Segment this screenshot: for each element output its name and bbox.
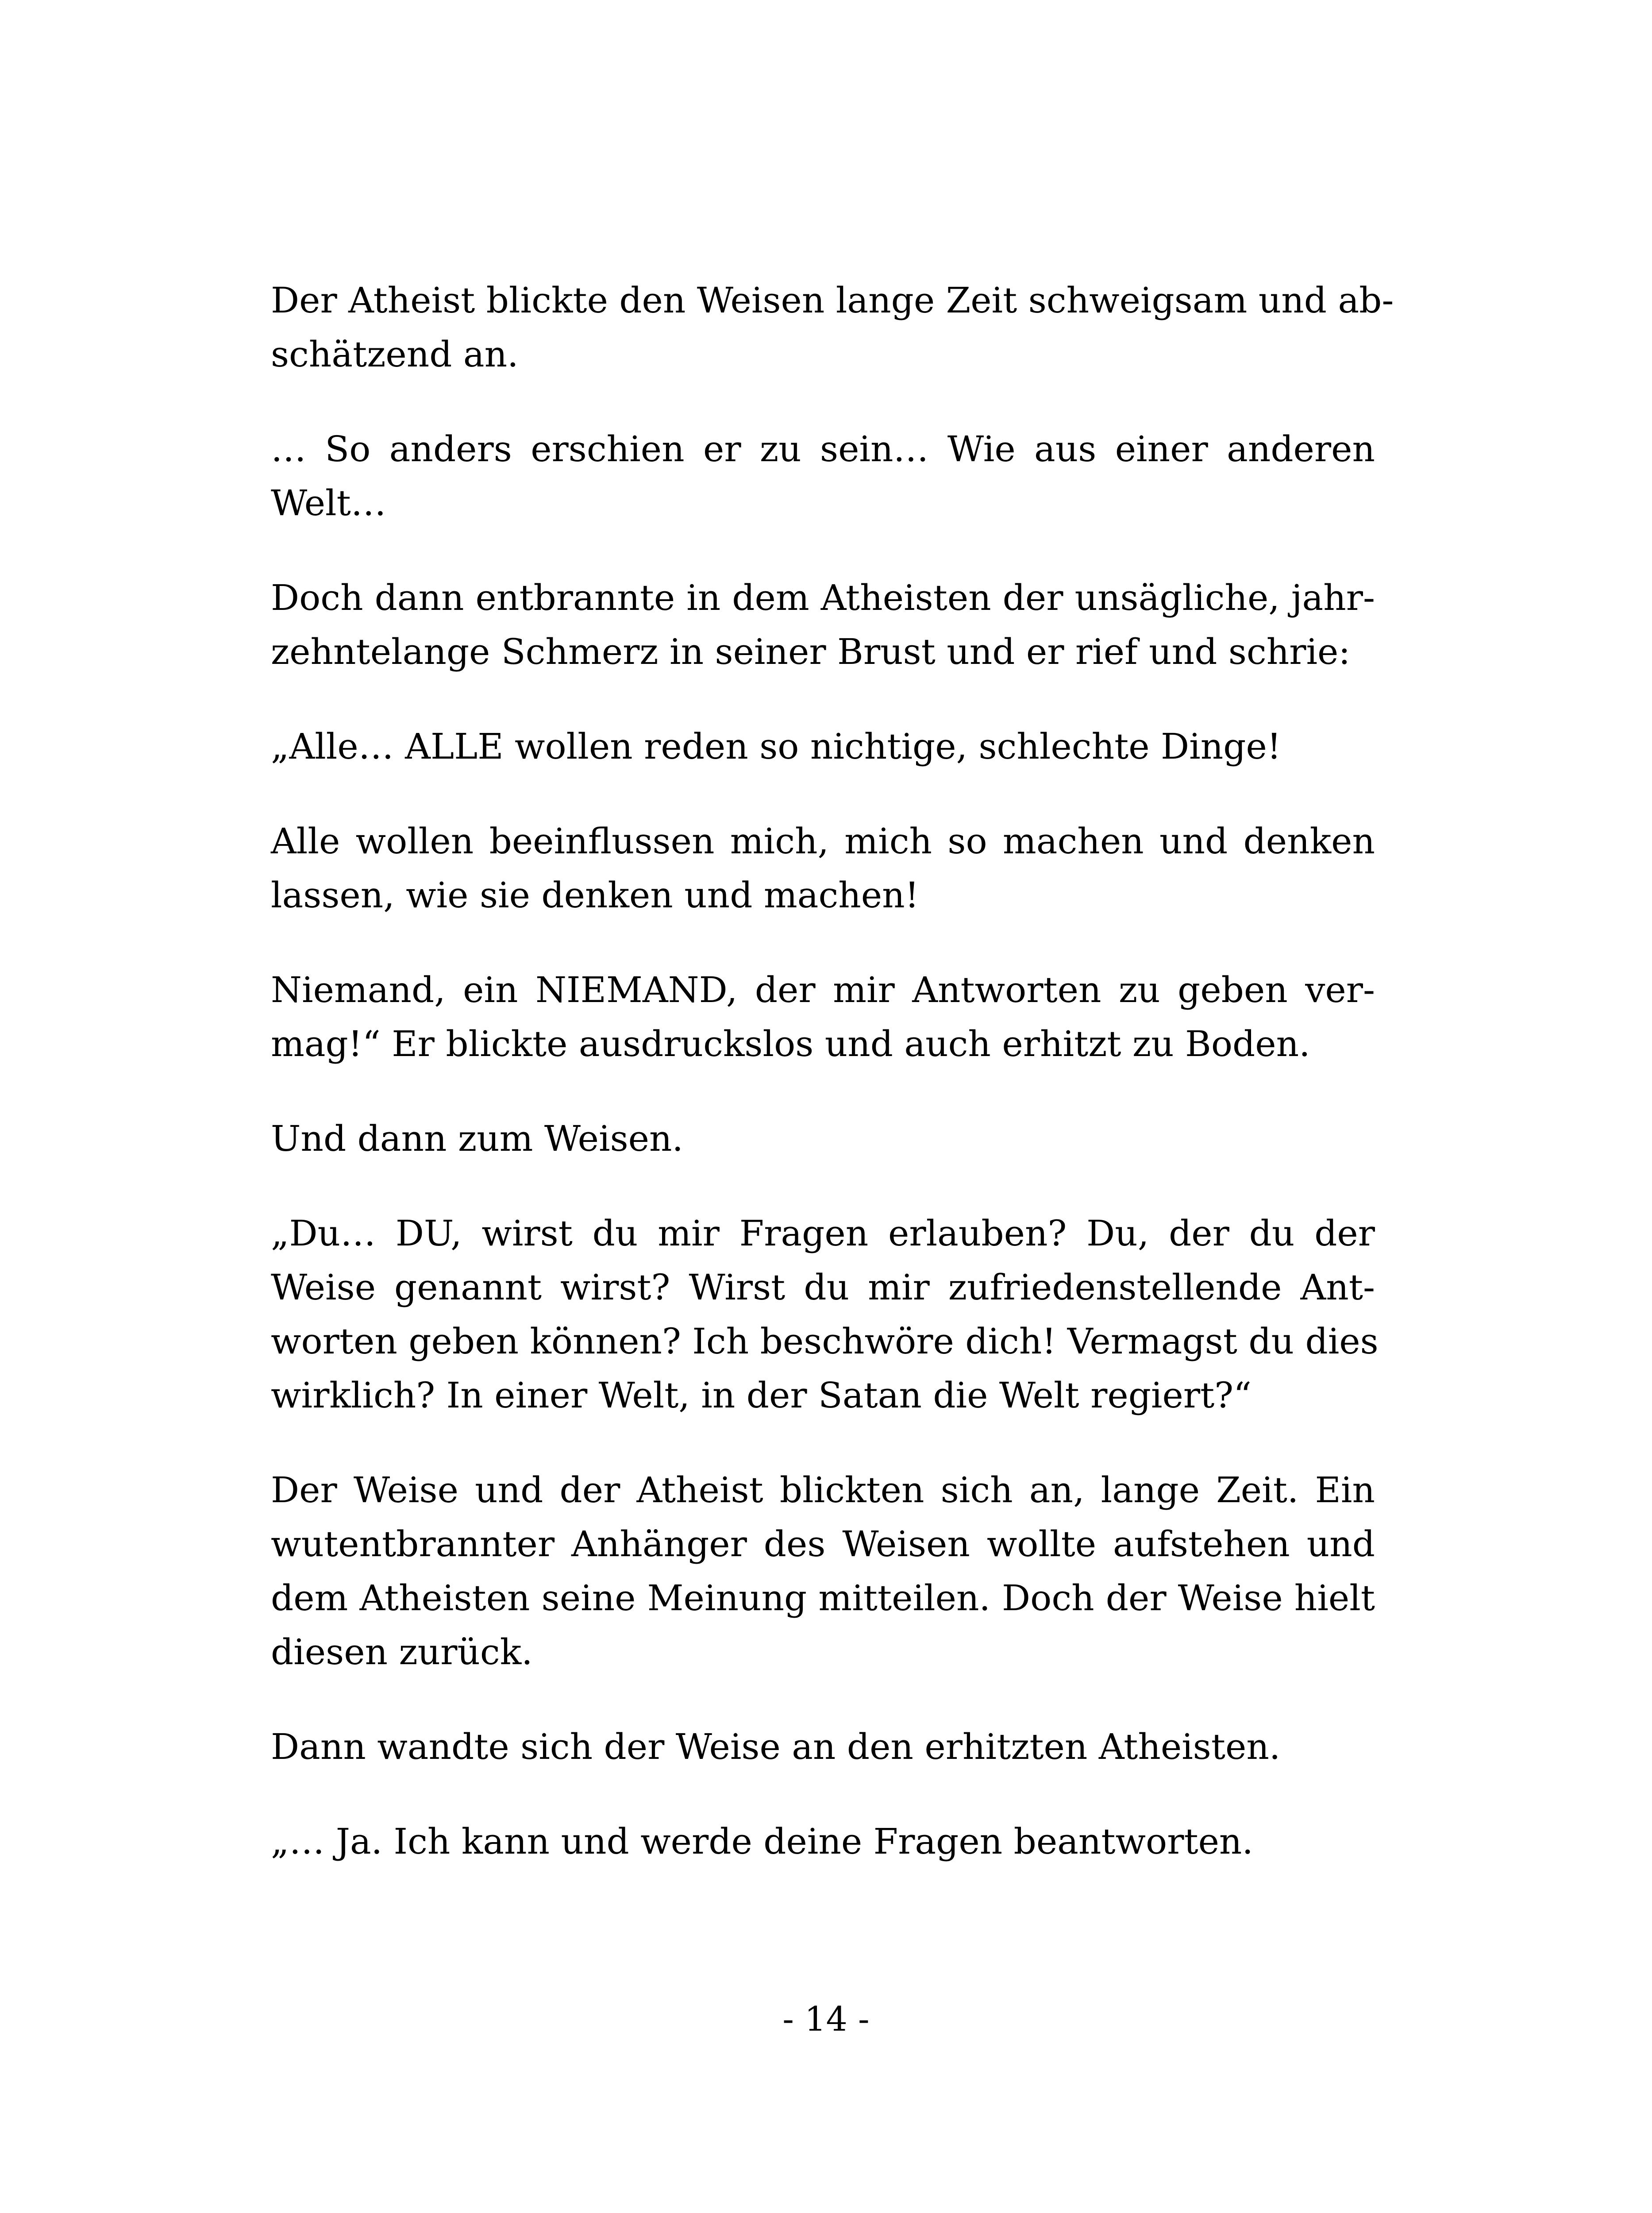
text-line: Der Atheist blickte den Weisen lange Zeit schweigsam und ab- (271, 280, 1394, 321)
paragraph (271, 1815, 1375, 1869)
text-line: Weise genannt wirst? Wirst du mir zufriedenstellende Ant- (271, 1267, 1375, 1308)
text-line: wutentbrannter Anhänger des Weisen wollte aufstehen und (271, 1523, 1375, 1565)
text-line: schätzend an. (271, 334, 519, 375)
text-line: Niemand, ein NIEMAND, der mir Antworten zu geben ver- (271, 969, 1375, 1010)
paragraph (271, 1720, 1375, 1774)
text-line: Welt… (271, 482, 386, 524)
text-line: Der Weise und der Atheist blickten sich an, lange Zeit. Ein (271, 1469, 1375, 1511)
text-line: „… Ja. Ich kann und werde deine Fragen beantworten. (271, 1821, 1253, 1862)
paragraph (271, 571, 1375, 679)
text-line: Dann wandte sich der Weise an den erhitzten Atheisten. (271, 1726, 1281, 1767)
text-line: „Alle… ALLE wollen reden so nichtige, schlechte Dinge! (271, 726, 1281, 767)
page-number: - 14 - (782, 1999, 870, 2039)
text-line: diesen zurück. (271, 1631, 533, 1673)
paragraph (271, 1463, 1375, 1679)
text-line: dem Atheisten seine Meinung mitteilen. Doch der Weise hielt (271, 1577, 1375, 1619)
text-line: mag!“ Er blickte ausdruckslos und auch erhitzt zu Boden. (271, 1023, 1310, 1064)
text-line: Doch dann entbrannte in dem Atheisten der unsägliche, jahr- (271, 577, 1375, 618)
text-line: wirklich? In einer Welt, in der Satan die Welt regiert?“ (271, 1375, 1252, 1416)
paragraph (271, 720, 1375, 774)
text-line: worten geben können? Ich beschwöre dich! Vermagst du dies (271, 1321, 1379, 1362)
paragraph (271, 814, 1375, 922)
paragraph (271, 1112, 1375, 1166)
text-line: lassen, wie sie denken und machen! (271, 875, 919, 916)
paragraph (271, 1207, 1379, 1423)
text-line: „Du… DU, wirst du mir Fragen erlauben? Du, der du der (271, 1213, 1375, 1254)
paragraph (271, 963, 1375, 1071)
text-line: … So anders erschien er zu sein… Wie aus einer anderen (271, 428, 1375, 470)
page-body (271, 0, 1394, 1869)
text-line: Und dann zum Weisen. (271, 1118, 683, 1159)
paragraph (271, 274, 1394, 382)
text-line: Alle wollen beeinflussen mich, mich so machen und denken (271, 821, 1375, 862)
paragraph (271, 422, 1375, 530)
text-line: zehntelange Schmerz in seiner Brust und er rief und schrie: (271, 631, 1351, 672)
